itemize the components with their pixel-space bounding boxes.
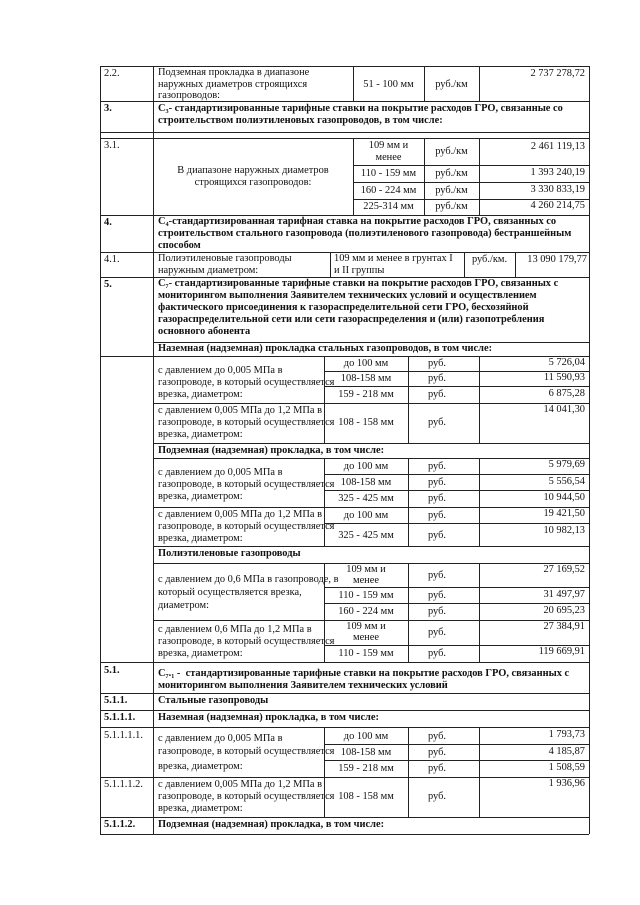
diameter-range: 160 - 224 мм [338,606,394,617]
diameter-range: 325 - 425 мм [338,530,394,541]
tariff-value: 10 944,50 [543,492,585,503]
row-desc: газопроводе, в который осуществляется [158,377,335,388]
diameter-range: 109 мм и [346,564,386,575]
unit: руб. [428,791,447,802]
tariff-value: 1 393 240,19 [530,167,585,178]
tariff-value: 11 590,93 [543,372,585,383]
tariff-value: 27 169,52 [543,564,585,575]
unit: руб./км [435,201,468,212]
row-desc: диаметром: [158,600,209,611]
tariff-value: 1 508,59 [548,762,585,773]
unit: руб. [428,493,447,504]
row-desc: Подземная прокладка в диапазоне [158,67,310,78]
rule [324,474,589,475]
section-title: строительством полиэтиленовых газопроводов, в том числе: [158,115,443,126]
rule [100,66,101,834]
unit: руб. [428,627,447,638]
section-number: 4. [104,217,112,228]
tariff-value: 5 979,69 [548,459,585,470]
tariff-value: 6 875,28 [548,388,585,399]
section-title: С₄-стандартизированная тарифная ставка на покрытие расходов ГРО, связанных со [158,216,557,227]
row-desc: газопроводе, в который осуществляется [158,417,335,428]
unit: руб. [428,477,447,488]
row-desc: с давлением 0,6 МПа до 1,2 МПа в [158,624,312,635]
diameter-range: и II группы [334,265,385,276]
row-desc: который осуществляется врезка, [158,587,302,598]
subsection-heading: Подземная (надземная) прокладка, в том числе: [158,445,385,456]
rule [100,138,589,139]
unit: руб. [428,530,447,541]
row-desc: газопроводе, в который осуществляется [158,479,335,490]
subsection-heading: Полиэтиленовые газопроводы [158,548,301,559]
diameter-range: 159 - 218 мм [338,389,394,400]
subsection-heading: Наземная (надземная) прокладка стальных газопроводов, в том числе: [158,343,493,354]
row-desc: газопроводов: [158,90,221,101]
section-title: способом [158,240,201,251]
section-title: Наземная (надземная) прокладка, в том числе: [158,712,379,723]
rule [100,693,589,694]
row-desc: врезка, диаметром: [158,761,243,772]
section-title: основного абонента [158,326,251,337]
diameter-range: 160 - 224 мм [360,185,417,196]
row-desc: с давлением 0,005 МПа до 1,2 МПа в [158,779,323,790]
unit: руб. [428,648,447,659]
unit: руб./км [435,146,468,157]
diameter-range: до 100 мм [343,461,389,472]
section-title: С₇- стандартизированные тарифные ставки на покрытие расходов ГРО, связанных с [158,278,559,289]
rule [324,744,589,745]
section-number: 5.1.1. [104,695,128,706]
unit: руб. [428,461,447,472]
section-title: газораспределительной сети или сети газораспределения и (или) газопотребления [158,314,545,325]
diameter-range: 108-158 мм [340,747,392,758]
tariff-value: 13 090 179,77 [527,254,587,265]
section-title: фактического присоединения к газораспределительной сети ГРО, бесхозяйной [158,302,529,313]
unit: руб. [428,417,447,428]
diameter-range: менее [353,632,379,643]
row-number: 5.1.1.1.1. [104,730,143,741]
diameter-range: 110 - 159 мм [338,590,394,601]
row-desc: газопроводе, в который осуществляется [158,791,335,802]
row-desc: врезка, диаметром: [158,803,243,814]
section-title: мониторингом выполнения Заявителем технических условий [158,680,448,691]
tariff-value: 19 421,50 [543,508,585,519]
row-desc: с давлением до 0,005 МПа в [158,467,283,478]
rule [353,165,589,166]
diameter-range: 109 мм и [368,140,409,151]
section-number: 5.1.1.2. [104,819,136,830]
tariff-value: 4 260 214,75 [530,200,585,211]
rule [408,356,409,443]
row-desc: с давлением до 0,6 МПа в газопроводе, в [158,574,339,585]
section-title: С₇.₁ - стандартизированные тарифные ставки на покрытие расходов ГРО, связанных с [158,668,570,679]
diameter-range: до 100 мм [343,731,389,742]
rule [353,182,589,183]
tariff-value: 10 982,13 [543,525,585,536]
diameter-range: до 100 мм [343,510,389,521]
rule [100,817,589,818]
rule [324,490,589,491]
rule [324,760,589,761]
diameter-range: 110 - 159 мм [338,648,394,659]
unit: руб. [428,606,447,617]
tariff-value: 2 461 119,13 [530,141,585,152]
row-desc: с давлением до 0,005 МПа в [158,733,283,744]
diameter-range: 109 мм и менее в грунтах I [334,253,453,264]
rule [324,523,589,524]
tariff-value: 5 556,54 [548,476,585,487]
rule [100,834,589,835]
tariff-value: 14 041,30 [543,404,585,415]
row-desc: с давлением 0,005 МПа до 1,2 МПа в [158,509,323,520]
rule [324,603,589,604]
unit: руб. [428,510,447,521]
diameter-range: 108-158 мм [340,373,392,384]
unit: руб./км [435,168,468,179]
tariff-value: 1 936,96 [548,778,585,789]
unit: руб./км [435,79,468,90]
tariff-value: 27 384,91 [543,621,585,632]
row-desc: газопроводе, в который осуществляется [158,746,335,757]
unit: руб. [428,747,447,758]
diameter-range: 225-314 мм [363,201,414,212]
tariff-value: 4 185,87 [548,746,585,757]
row-number: 3.1. [104,140,120,151]
row-desc: В диапазоне наружных диаметров [177,165,329,176]
section-title: С₃- стандартизированные тарифные ставки на покрытие расходов ГРО, связанные со [158,103,563,114]
section-number: 5.1. [104,665,120,676]
section-title: Подземная (надземная) прокладка, в том числе: [158,819,385,830]
unit: руб./км. [471,254,508,265]
unit: руб. [428,358,447,369]
diameter-range: менее [353,575,379,586]
tariff-value: 1 793,73 [548,729,585,740]
rule [408,727,409,817]
row-desc: врезка, диаметром: [158,533,243,544]
rule [153,546,589,547]
row-number: 5.1.1.1.2. [104,779,143,790]
diameter-range: менее [375,152,402,163]
rule [589,66,590,834]
diameter-range: до 100 мм [343,358,389,369]
tariff-value: 20 695,23 [543,605,585,616]
rule [408,563,409,662]
diameter-range: 108 - 158 мм [338,791,394,802]
tariff-value: 119 669,91 [538,646,585,657]
row-desc: врезка, диаметром: [158,491,243,502]
tariff-value: 3 330 833,19 [530,184,585,195]
rule [153,443,589,444]
unit: руб./км [435,185,468,196]
row-desc: врезка, диаметром: [158,389,243,400]
row-desc: наружным диаметром: [158,265,259,276]
rule [408,458,409,546]
unit: руб. [428,570,447,581]
section-number: 5. [104,279,112,290]
rule [100,710,589,711]
tariff-value: 2 737 278,72 [530,68,585,79]
row-desc: строящихся газопроводов: [194,177,312,188]
rule [100,727,589,728]
tariff-value: 31 497,97 [543,589,585,600]
section-title: строительством стального газопровода (полиэтиленового газопровода) бестраншейным [158,228,572,239]
unit: руб. [428,590,447,601]
row-number: 2.2. [104,68,120,79]
section-number: 5.1.1.1. [104,712,136,723]
row-desc: врезка, диаметром: [158,429,243,440]
row-desc: газопроводе, в который осуществляется [158,521,335,532]
rule [100,662,589,663]
diameter-range: 51 - 100 мм [363,79,414,90]
rule [324,386,589,387]
section-title: Стальные газопроводы [158,695,269,706]
diameter-range: 159 - 218 мм [338,763,394,774]
diameter-range: 325 - 425 мм [338,493,394,504]
row-desc: наружных диаметров строящихся [158,79,308,90]
rule [100,132,589,133]
row-number: 4.1. [104,254,120,265]
section-number: 3. [104,103,112,114]
diameter-range: 109 мм и [346,621,386,632]
diameter-range: 108 - 158 мм [338,417,394,428]
row-desc: с давлением до 0,005 МПа в [158,365,283,376]
row-desc: газопроводе, в который осуществляется [158,636,335,647]
tariff-value: 5 726,04 [548,357,585,368]
row-desc: с давлением 0,005 МПа до 1,2 МПа в [158,405,323,416]
rule [330,252,331,277]
unit: руб. [428,763,447,774]
unit: руб. [428,373,447,384]
section-title: мониторингом выполнения Заявителем технических условий и осуществлением [158,290,537,301]
diameter-range: 108-158 мм [340,477,392,488]
row-desc: врезка, диаметром: [158,648,243,659]
unit: руб. [428,731,447,742]
diameter-range: 110 - 159 мм [360,168,417,179]
unit: руб. [428,389,447,400]
row-desc: Полиэтиленовые газопроводы [158,253,292,264]
